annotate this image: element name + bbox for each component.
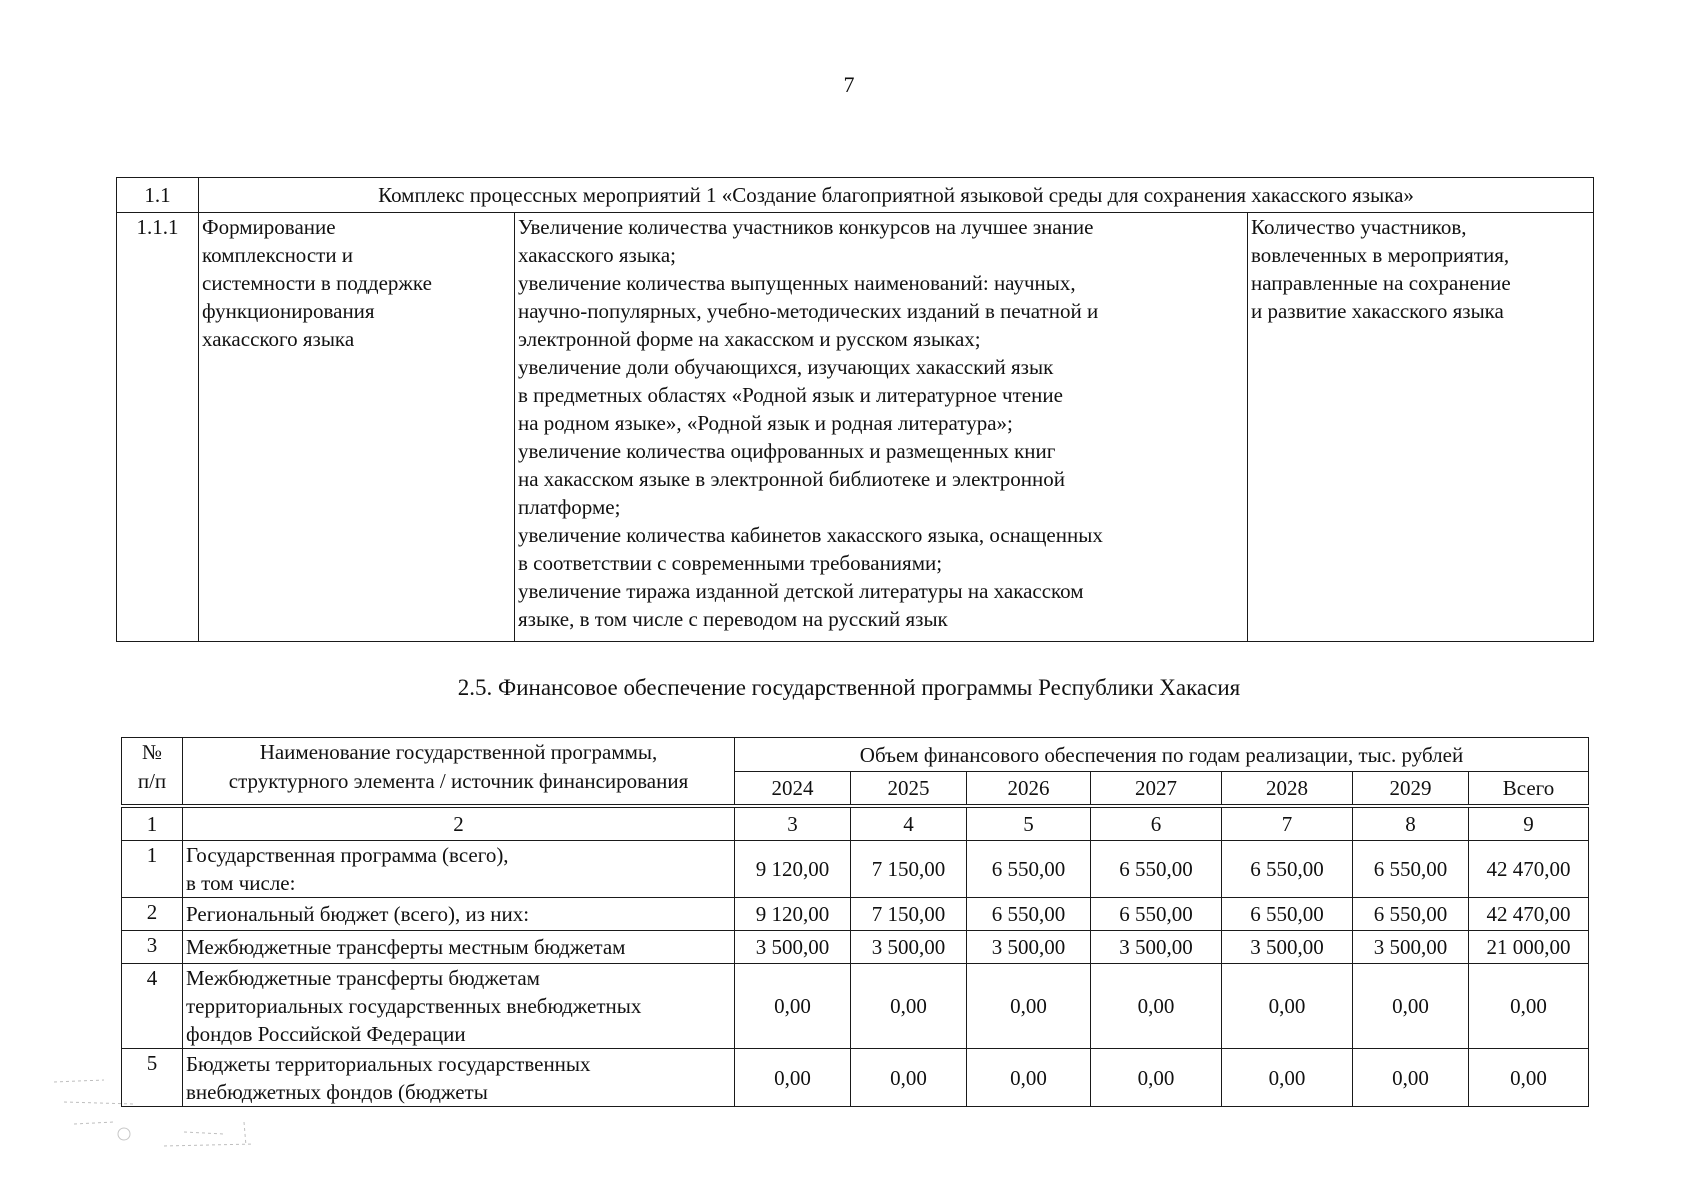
- row-year-value: 3 500,00: [735, 931, 851, 964]
- result-line: языке, в том числе с переводом на русский язык: [518, 607, 948, 631]
- result-line: увеличение количества кабинетов хакасского языка, оснащенных: [518, 523, 1103, 547]
- row-total-value: 21 000,00: [1469, 931, 1589, 964]
- result-line: в предметных областях «Родной язык и литературное чтение: [518, 383, 1063, 407]
- row-year-value: 0,00: [1353, 964, 1469, 1049]
- scan-artifact-mark: [44, 1062, 264, 1152]
- row-total-value: 0,00: [1469, 964, 1589, 1049]
- row-year-value: 0,00: [735, 1049, 851, 1107]
- header-total: Всего: [1469, 772, 1589, 806]
- finance-row: [122, 964, 1589, 1049]
- result-line: увеличение доли обучающихся, изучающих хакасский язык: [518, 355, 1054, 379]
- task-line: хакасского языка: [202, 327, 355, 351]
- row-year-value: 0,00: [1091, 964, 1222, 1049]
- row-name: Межбюджетные трансферты бюджетам территориальных государственных внебюджетных фондов Российской Федерации: [183, 964, 735, 1049]
- row-year-value: 6 550,00: [1353, 841, 1469, 898]
- row-name: Региональный бюджет (всего), из них:: [183, 898, 735, 931]
- activity-number: 1.1.1: [117, 213, 199, 642]
- row-name: Межбюджетные трансферты местным бюджетам: [183, 931, 735, 964]
- finance-row: [122, 931, 1589, 964]
- result-line: платформе;: [518, 495, 621, 519]
- activities-table: [116, 177, 1594, 642]
- result-line: увеличение тиража изданной детской литературы на хакасском: [518, 579, 1084, 603]
- row-year-value: 6 550,00: [1222, 841, 1353, 898]
- row-year-value: 9 120,00: [735, 841, 851, 898]
- row-year-value: 0,00: [967, 1049, 1091, 1107]
- row-number: 2: [122, 898, 183, 931]
- activity-task-cell: [199, 213, 515, 642]
- header-year: 2027: [1091, 772, 1222, 806]
- row-year-value: 0,00: [1091, 1049, 1222, 1107]
- finance-table: [121, 737, 1589, 1107]
- task-line: комплексности и: [202, 243, 354, 267]
- task-line: системности в поддержке: [202, 271, 432, 295]
- result-line: на родном языке», «Родной язык и родная литература»;: [518, 411, 1013, 435]
- row-year-value: 0,00: [1222, 1049, 1353, 1107]
- row-year-value: 0,00: [735, 964, 851, 1049]
- column-number: 4: [851, 806, 967, 841]
- header-num: № п/п: [122, 738, 183, 806]
- row-year-value: 6 550,00: [1222, 898, 1353, 931]
- row-year-value: 0,00: [1222, 964, 1353, 1049]
- row-year-value: 7 150,00: [851, 841, 967, 898]
- column-numbers-row: [122, 806, 1589, 841]
- activity-indicator-cell: [1248, 213, 1594, 642]
- finance-row: [122, 841, 1589, 898]
- row-name: Бюджеты территориальных государственных внебюджетных фондов (бюджеты: [183, 1049, 735, 1107]
- finance-row: [122, 1049, 1589, 1107]
- header-name: Наименование государственной программы, структурного элемента / источник финансирования: [183, 738, 735, 806]
- row-year-value: 3 500,00: [851, 931, 967, 964]
- result-line: Увеличение количества участников конкурсов на лучшее знание: [518, 215, 1094, 239]
- row-year-value: 6 550,00: [1091, 841, 1222, 898]
- header-year: 2029: [1353, 772, 1469, 806]
- row-year-value: 0,00: [851, 1049, 967, 1107]
- column-number: 1: [122, 806, 183, 841]
- indicator-line: Количество участников,: [1251, 215, 1467, 239]
- row-number: 1: [122, 841, 183, 898]
- row-year-value: 3 500,00: [1222, 931, 1353, 964]
- finance-row: [122, 898, 1589, 931]
- row-year-value: 6 550,00: [967, 841, 1091, 898]
- task-line: Формирование: [202, 215, 336, 239]
- indicator-line: вовлеченных в мероприятия,: [1251, 243, 1510, 267]
- row-number: 3: [122, 931, 183, 964]
- column-number: 3: [735, 806, 851, 841]
- activity-result-cell: [515, 213, 1248, 642]
- page-number: 7: [843, 72, 855, 97]
- row-year-value: 6 550,00: [967, 898, 1091, 931]
- column-number: 7: [1222, 806, 1353, 841]
- result-line: увеличение количества оцифрованных и размещенных книг: [518, 439, 1056, 463]
- header-year: 2024: [735, 772, 851, 806]
- indicator-line: и развитие хакасского языка: [1251, 299, 1504, 323]
- result-line: увеличение количества выпущенных наименований: научных,: [518, 271, 1076, 295]
- column-number: 8: [1353, 806, 1469, 841]
- row-year-value: 0,00: [851, 964, 967, 1049]
- row-total-value: 0,00: [1469, 1049, 1589, 1107]
- result-line: хакасского языка;: [518, 243, 676, 267]
- section-title-cell: Комплекс процессных мероприятий 1 «Создание благоприятной языковой среды для сохранения хакасского языка»: [199, 178, 1594, 213]
- column-number: 5: [967, 806, 1091, 841]
- task-line: функционирования: [202, 299, 375, 323]
- header-year: 2025: [851, 772, 967, 806]
- finance-header-row-1: [122, 738, 1589, 772]
- row-year-value: 9 120,00: [735, 898, 851, 931]
- header-volume: Объем финансового обеспечения по годам реализации, тыс. рублей: [735, 738, 1589, 772]
- row-total-value: 42 470,00: [1469, 898, 1589, 931]
- row-total-value: 42 470,00: [1469, 841, 1589, 898]
- result-line: научно-популярных, учебно-методических изданий в печатной и: [518, 299, 1099, 323]
- header-year: 2028: [1222, 772, 1353, 806]
- column-number: 6: [1091, 806, 1222, 841]
- row-year-value: 6 550,00: [1091, 898, 1222, 931]
- row-name: Государственная программа (всего), в том числе:: [183, 841, 735, 898]
- result-line: электронной форме на хакасском и русском языках;: [518, 327, 981, 351]
- row-number: 4: [122, 964, 183, 1049]
- activities-row: [117, 213, 1594, 642]
- result-line: на хакасском языке в электронной библиотеке и электронной: [518, 467, 1065, 491]
- row-year-value: 3 500,00: [1091, 931, 1222, 964]
- activities-section-row: [117, 178, 1594, 213]
- header-year: 2026: [967, 772, 1091, 806]
- row-year-value: 7 150,00: [851, 898, 967, 931]
- column-number: 2: [183, 806, 735, 841]
- section-heading: 2.5. Финансовое обеспечение государственной программы Республики Хакасия: [457, 675, 1241, 700]
- row-number: 5: [122, 1049, 183, 1107]
- row-year-value: 3 500,00: [967, 931, 1091, 964]
- column-number: 9: [1469, 806, 1589, 841]
- row-year-value: 0,00: [967, 964, 1091, 1049]
- section-number: 1.1: [117, 178, 199, 213]
- row-year-value: 6 550,00: [1353, 898, 1469, 931]
- indicator-line: направленные на сохранение: [1251, 271, 1511, 295]
- result-line: в соответствии с современными требованиями;: [518, 551, 943, 575]
- row-year-value: 0,00: [1353, 1049, 1469, 1107]
- row-year-value: 3 500,00: [1353, 931, 1469, 964]
